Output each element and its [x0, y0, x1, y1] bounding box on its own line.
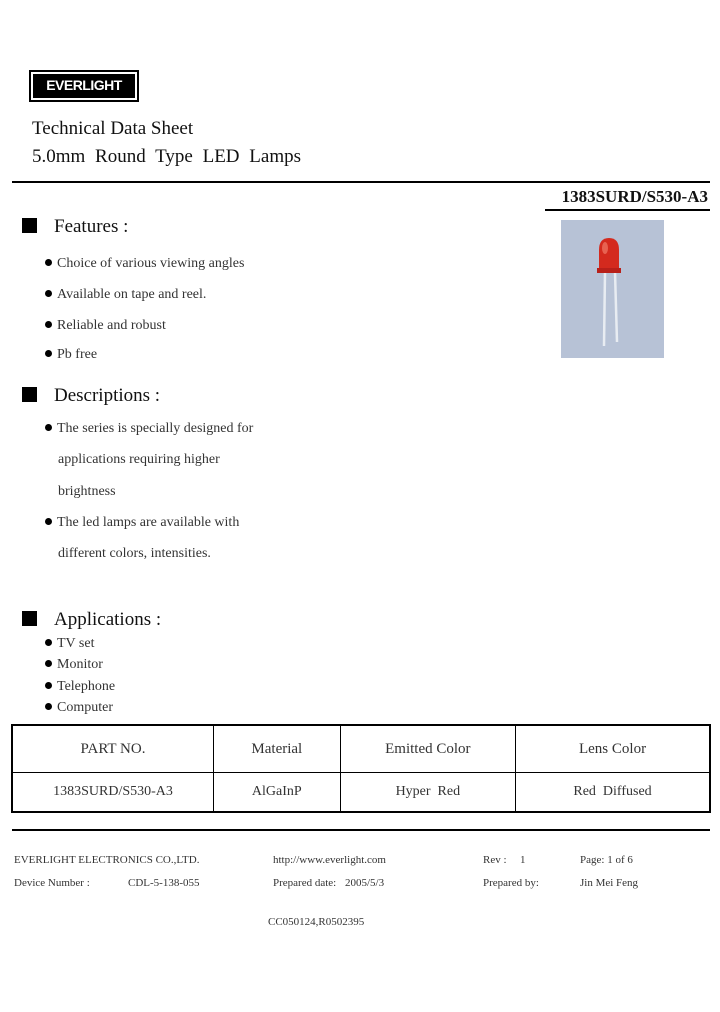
bullet-icon — [45, 660, 52, 667]
feature-item: Available on tape and reel. — [45, 287, 206, 303]
footer-document-code: CC050124,R0502395 — [268, 916, 365, 928]
footer-divider — [12, 829, 710, 831]
footer-device-label: Device Number : — [14, 877, 90, 889]
application-item: Monitor — [45, 657, 103, 673]
bullet-icon — [45, 703, 52, 710]
applications-heading: Applications : — [22, 609, 161, 631]
feature-item: Reliable and robust — [45, 318, 166, 334]
document-subtitle: 5.0mm Round Type LED Lamps — [32, 146, 301, 167]
bullet-icon — [45, 639, 52, 646]
description-item: The led lamps are available with — [45, 515, 239, 531]
description-line: applications requiring higher — [58, 452, 220, 467]
cell-material: AlGaInP — [214, 773, 341, 813]
cell-emitted-color: Hyper Red — [340, 773, 515, 813]
header-cell-emitted-color: Emitted Color — [340, 725, 515, 773]
descriptions-heading: Descriptions : — [22, 385, 160, 407]
company-logo — [29, 70, 139, 102]
part-number-underline — [545, 209, 710, 211]
application-item: Telephone — [45, 679, 115, 695]
header-cell-part-no: PART NO. — [12, 725, 214, 773]
bullet-icon — [45, 350, 52, 357]
bullet-icon — [45, 290, 52, 297]
bullet-icon — [45, 259, 52, 266]
led-lamp-image — [561, 220, 664, 358]
footer-rev-label: Rev : — [483, 854, 507, 866]
product-photo — [561, 220, 664, 358]
section-marker-icon — [22, 387, 37, 402]
footer-company: EVERLIGHT ELECTRONICS CO.,LTD. — [14, 854, 200, 866]
header-cell-lens-color: Lens Color — [516, 725, 710, 773]
footer-website: http://www.everlight.com — [273, 854, 386, 866]
description-line: brightness — [58, 484, 116, 499]
footer-prepared-date-value: 2005/5/3 — [345, 877, 385, 889]
table-row — [12, 773, 710, 813]
specification-table — [11, 724, 711, 813]
footer-prepared-date-label: Prepared date: — [273, 877, 337, 889]
application-item: Computer — [45, 700, 113, 716]
footer-prepared-by-label: Prepared by: — [483, 877, 539, 889]
feature-item: Pb free — [45, 347, 97, 363]
application-item: TV set — [45, 636, 94, 652]
features-heading: Features : — [22, 216, 128, 238]
company-logo-text: EVERLIGHT — [33, 74, 135, 98]
bullet-icon — [45, 424, 52, 431]
footer-prepared-by-value: Jin Mei Feng — [580, 877, 639, 889]
section-marker-icon — [22, 218, 37, 233]
bullet-icon — [45, 518, 52, 525]
footer-device-value: CDL-5-138-055 — [128, 877, 200, 889]
section-marker-icon — [22, 611, 37, 626]
header-cell-material: Material — [214, 725, 341, 773]
header-divider — [12, 181, 710, 183]
feature-item: Choice of various viewing angles — [45, 256, 244, 272]
footer-rev-value: 1 — [520, 854, 526, 866]
description-line: different colors, intensities. — [58, 546, 211, 561]
cell-part-no: 1383SURD/S530-A3 — [12, 773, 214, 813]
bullet-icon — [45, 682, 52, 689]
cell-lens-color: Red Diffused — [516, 773, 710, 813]
part-number-heading: 1383SURD/S530-A3 — [561, 187, 708, 206]
description-item: The series is specially designed for — [45, 421, 253, 437]
bullet-icon — [45, 321, 52, 328]
document-title: Technical Data Sheet — [32, 118, 194, 139]
footer-page-info: Page: 1 of 6 — [580, 854, 633, 866]
table-header-row — [12, 725, 710, 773]
